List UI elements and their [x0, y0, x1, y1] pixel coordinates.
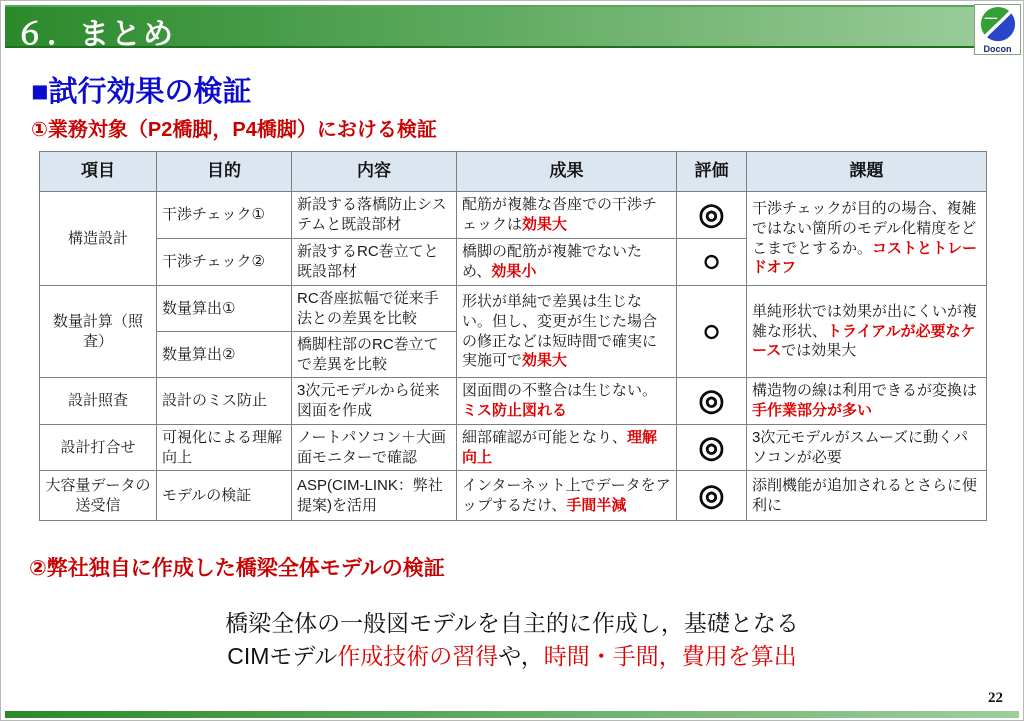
- cell-content: ASP(CIM-LINK：弊社提案)を活用: [292, 471, 457, 521]
- table-row: [40, 192, 987, 239]
- bottom-accent-bar: [5, 711, 1019, 718]
- cell-content: RC沓座拡幅で従来手法との差異を比較: [292, 286, 457, 332]
- col-header-purpose: 目的: [157, 152, 292, 192]
- cell-item-design-check: 設計照査: [40, 378, 157, 425]
- cell-content: 橋脚柱部のRC巻立てで差異を比較: [292, 332, 457, 378]
- col-header-content: 内容: [292, 152, 457, 192]
- cell-eval: ○: [677, 239, 747, 286]
- col-header-issue: 課題: [747, 152, 987, 192]
- summary-line-1: 橋梁全体の一般図モデルを自主的に作成し，基礎となる: [225, 610, 799, 636]
- cell-purpose: 数量算出①: [157, 286, 292, 332]
- col-header-result: 成果: [457, 152, 677, 192]
- cell-purpose: 可視化による理解向上: [157, 425, 292, 471]
- cell-eval: ◎: [677, 471, 747, 521]
- logo-wordmark: Docon: [983, 44, 1012, 54]
- verification-table: [39, 151, 987, 521]
- cell-item-large-data: 大容量データの送受信: [40, 471, 157, 521]
- slide-title: ６．まとめ: [15, 18, 175, 51]
- table-row: [40, 471, 987, 521]
- cell-issue: 添削機能が追加されるとさらに便利に: [747, 471, 987, 521]
- cell-result: インターネット上でデータをアップするだけ、手間半減: [457, 471, 677, 521]
- cell-purpose: 干渉チェック②: [157, 239, 292, 286]
- cell-issue: 3次元モデルがスムーズに動くパソコンが必要: [747, 425, 987, 471]
- summary-line-2: CIMモデル作成技術の習得や，時間・手間，費用を算出: [227, 643, 797, 670]
- cell-content: ノートパソコン＋大画面モニターで確認: [292, 425, 457, 471]
- cell-result: 細部確認が可能となり、理解向上: [457, 425, 677, 471]
- cell-eval: ◎: [677, 378, 747, 425]
- table-header-row: [40, 152, 987, 192]
- subsection-2-title: ②弊社独自に作成した橋梁全体モデルの検証: [29, 557, 445, 580]
- docon-logo-icon: [979, 6, 1017, 44]
- cell-issue: 干渉チェックが目的の場合、複雑ではない箇所のモデル化精度をどこまでとするか。コストとトレードオフ: [747, 192, 987, 286]
- cell-purpose: 数量算出②: [157, 332, 292, 378]
- cell-purpose: モデルの検証: [157, 471, 292, 521]
- company-logo: [974, 4, 1021, 55]
- page-number: 22: [988, 690, 1003, 706]
- cell-result: 図面間の不整合は生じない。ミス防止図れる: [457, 378, 677, 425]
- table-row: [40, 378, 987, 425]
- cell-eval: ◎: [677, 425, 747, 471]
- cell-result: 橋脚の配筋が複雑でないため、効果小: [457, 239, 677, 286]
- col-header-item: 項目: [40, 152, 157, 192]
- subsection-1-title: ①業務対象（P2橋脚，P4橋脚）における検証: [31, 119, 437, 141]
- cell-content: 新設するRC巻立てと既設部材: [292, 239, 457, 286]
- cell-item-quantity-calc: 数量計算（照査）: [40, 286, 157, 378]
- cell-content: 3次元モデルから従来図面を作成: [292, 378, 457, 425]
- cell-eval: ◎: [677, 192, 747, 239]
- cell-issue: 構造物の線は利用できるが変換は手作業部分が多い: [747, 378, 987, 425]
- cell-eval: ○: [677, 286, 747, 378]
- cell-purpose: 設計のミス防止: [157, 378, 292, 425]
- cell-item-structure-design: 構造設計: [40, 192, 157, 286]
- table-row: [40, 425, 987, 471]
- col-header-eval: 評価: [677, 152, 747, 192]
- cell-issue: 単純形状では効果が出にくいが複雑な形状、トライアルが必要なケースでは効果大: [747, 286, 987, 378]
- cell-content: 新設する落橋防止システムと既設部材: [292, 192, 457, 239]
- cell-item-design-meeting: 設計打合せ: [40, 425, 157, 471]
- cell-purpose: 干渉チェック①: [157, 192, 292, 239]
- section-title: ■試行効果の検証: [31, 76, 252, 108]
- cell-result: 形状が単純で差異は生じない。但し、変更が生じた場合の修正などは短時間で確実に実施可で効果大: [457, 286, 677, 378]
- summary-text: [1, 607, 1023, 674]
- table-row: [40, 286, 987, 332]
- cell-result: 配筋が複雑な沓座での干渉チェックは効果大: [457, 192, 677, 239]
